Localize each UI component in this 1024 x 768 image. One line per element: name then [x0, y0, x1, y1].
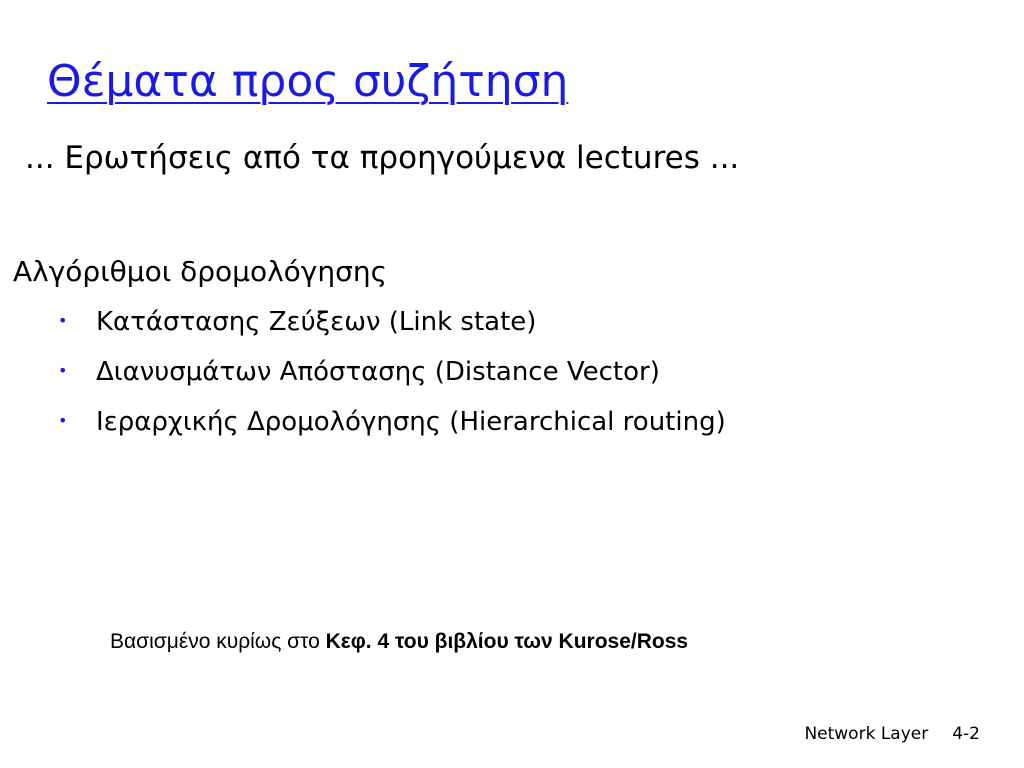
bullet-item-distance-vector [58, 357, 726, 407]
source-note-emphasis: Κεφ. 4 του βιβλίου των Kurose/Ross [325, 630, 689, 653]
bullet-item-hierarchical-routing [58, 407, 726, 457]
bullet-item-link-state [58, 307, 726, 357]
slide-subtitle: ... Ερωτήσεις από τα προηγούμενα lectures ... [25, 140, 740, 176]
footer-section-label: Network Layer [804, 724, 929, 744]
bullet-label: Διανυσμάτων Απόστασης (Distance Vector) [96, 357, 660, 387]
page-number: 4-2 [952, 724, 980, 744]
source-note [110, 630, 688, 654]
bullet-label: Κατάστασης Ζεύξεων (Link state) [96, 307, 537, 337]
bullet-dot-icon: • [58, 311, 68, 330]
slide-footer [804, 724, 980, 744]
bullet-list [58, 307, 726, 457]
section-heading: Αλγόριθμοι δρομολόγησης [13, 255, 388, 288]
bullet-dot-icon: • [58, 411, 68, 430]
bullet-dot-icon: • [58, 361, 68, 380]
source-note-prefix: Βασισμένο κυρίως στο [110, 630, 326, 653]
slide-title: Θέματα προς συζήτηση [47, 56, 569, 107]
bullet-label: Ιεραρχικής Δρομολόγησης (Hierarchical routing) [96, 407, 726, 437]
